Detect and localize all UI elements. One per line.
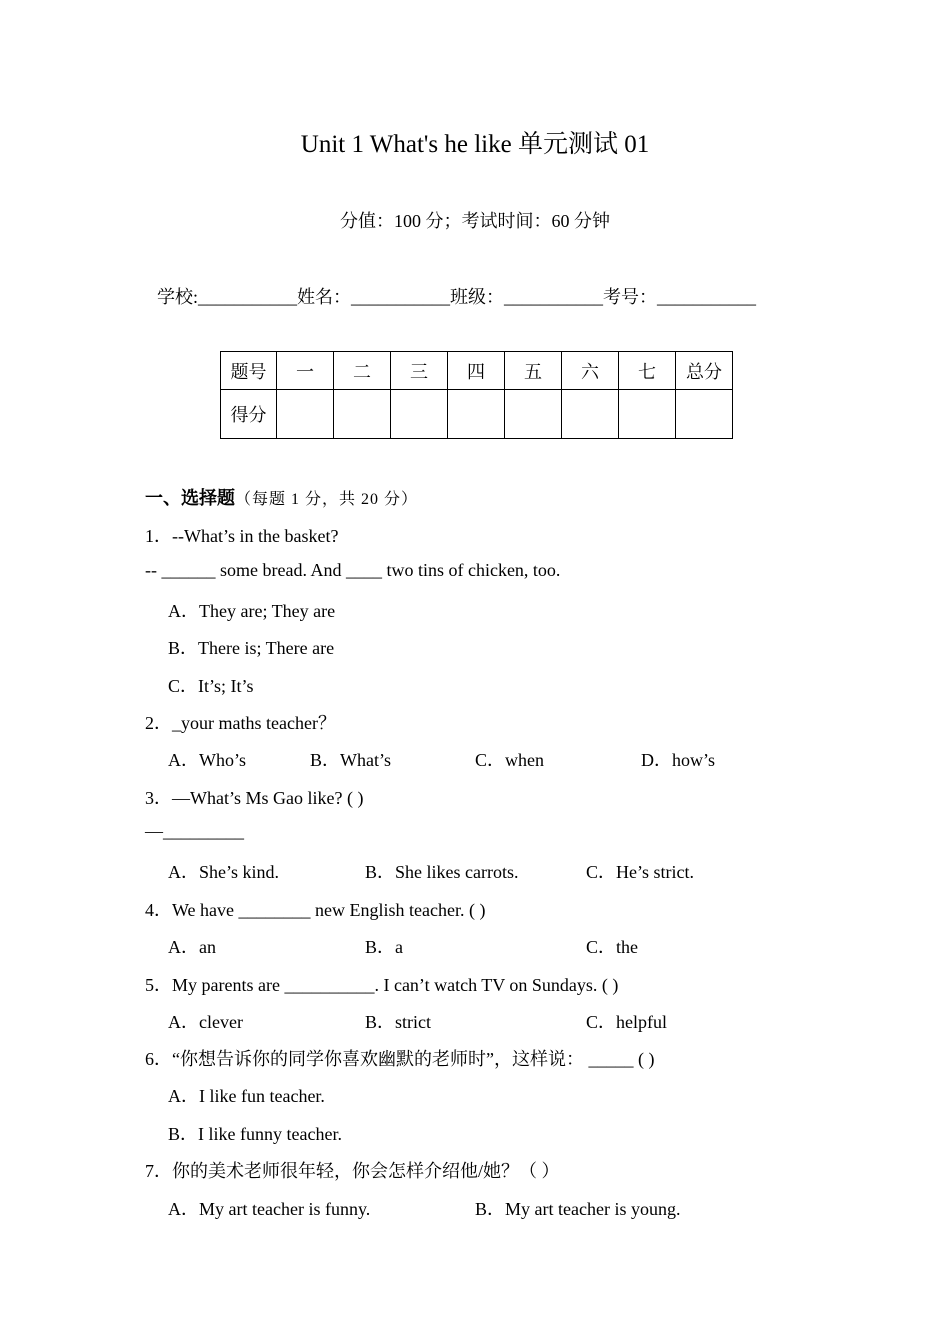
- question-3-option-c: C．He’s strict.: [586, 862, 694, 882]
- score-table-empty-cell: [676, 390, 733, 439]
- question-3-stem: 3．—What’s Ms Gao like? ( ): [145, 788, 364, 808]
- question-6-stem: 6．“你想告诉你的同学你喜欢幽默的老师时”，这样说： _____ ( ): [145, 1049, 655, 1069]
- question-2-option-d: D．how’s: [641, 750, 716, 770]
- question-1-stem-answer: -- ______ some bread. And ____ two tins of chicken, too.: [145, 560, 561, 580]
- score-table-empty-cell: [334, 390, 391, 439]
- question-6-option-a: A．I like fun teacher.: [168, 1086, 325, 1106]
- question-4-stem: 4．We have ________ new English teacher. ( ): [145, 900, 486, 920]
- question-3-option-b: B．She likes carrots.: [365, 862, 519, 882]
- score-table-empty-cell: [619, 390, 676, 439]
- question-7-option-b: B．My art teacher is young.: [475, 1199, 681, 1219]
- question-2-option-a: A．Who’s: [168, 750, 246, 770]
- question-2-stem: 2．_your maths teacher？: [145, 713, 336, 733]
- score-table: [220, 351, 733, 439]
- section-heading: [145, 484, 418, 510]
- student-info-fields: 学校:___________姓名：___________班级：___________考号：___________: [157, 287, 756, 307]
- question-5-stem: 5．My parents are __________. I can’t watch TV on Sundays. ( ): [145, 975, 619, 995]
- section-note: （每题 1 分，共 20 分）: [235, 491, 419, 508]
- question-1-stem: 1．--What’s in the basket?: [145, 526, 339, 546]
- question-1-option-b: B．There is; There are: [168, 638, 335, 658]
- score-table-cell: 一: [277, 352, 334, 390]
- question-7-option-a: A．My art teacher is funny.: [168, 1199, 371, 1219]
- section-title: 一、选择题: [145, 488, 235, 508]
- score-table-cell: 六: [562, 352, 619, 390]
- score-table-cell: 得分: [221, 390, 277, 439]
- score-table-empty-cell: [448, 390, 505, 439]
- question-1-option-c: C．It’s; It’s: [168, 676, 254, 696]
- question-6-option-b: B．I like funny teacher.: [168, 1124, 342, 1144]
- score-table-cell: 二: [334, 352, 391, 390]
- question-4-option-c: C．the: [586, 937, 638, 957]
- score-table-cell: 七: [619, 352, 676, 390]
- question-3-stem-answer: —_________: [145, 821, 244, 841]
- score-table-header-row: [221, 352, 733, 390]
- score-table-empty-cell: [277, 390, 334, 439]
- score-time-info: 分值：100 分；考试时间：60 分钟: [340, 211, 610, 231]
- question-5-option-b: B．strict: [365, 1012, 431, 1032]
- question-4-option-a: A．an: [168, 937, 216, 957]
- score-table-cell: 题号: [221, 352, 277, 390]
- score-table-cell: 总分: [676, 352, 733, 390]
- question-2-option-c: C．when: [475, 750, 544, 770]
- score-table-empty-cell: [562, 390, 619, 439]
- question-4-option-b: B．a: [365, 937, 403, 957]
- question-1-option-a: A．They are; They are: [168, 601, 336, 621]
- score-table-score-row: [221, 390, 733, 439]
- question-2-option-b: B．What’s: [310, 750, 391, 770]
- score-table-cell: 五: [505, 352, 562, 390]
- score-table-empty-cell: [391, 390, 448, 439]
- question-3-option-a: A．She’s kind.: [168, 862, 280, 882]
- score-table-cell: 三: [391, 352, 448, 390]
- page-title: Unit 1 What's he like 单元测试 01: [300, 131, 650, 158]
- score-table-empty-cell: [505, 390, 562, 439]
- score-table-cell: 四: [448, 352, 505, 390]
- question-5-option-a: A．clever: [168, 1012, 243, 1032]
- question-5-option-c: C．helpful: [586, 1012, 667, 1032]
- question-7-stem: 7．你的美术老师很年轻，你会怎样介绍他/她？（ ）: [145, 1161, 560, 1181]
